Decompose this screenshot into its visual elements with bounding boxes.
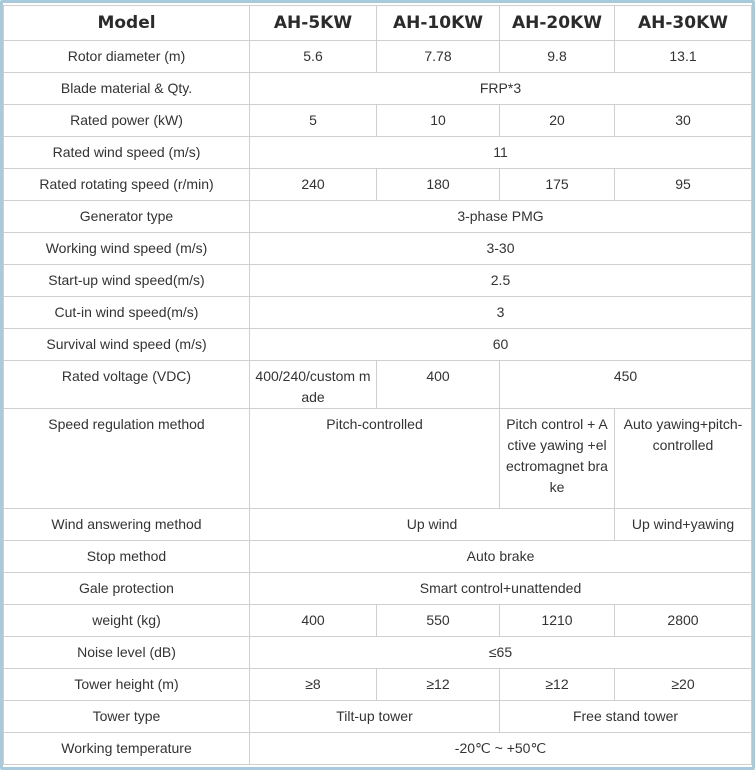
cell-value: 240: [250, 169, 377, 201]
row-label: Tower type: [4, 701, 250, 733]
cell-value: Pitch control + Active yawing +electromagnet brake: [500, 409, 615, 509]
row-label: Rated voltage (VDC): [4, 361, 250, 409]
row-label: Rated power (kW): [4, 105, 250, 137]
cell-value: 60: [250, 329, 752, 361]
row-label: Blade material & Qty.: [4, 73, 250, 105]
cell-value: Auto brake: [250, 541, 752, 573]
cell-value: 180: [377, 169, 500, 201]
table-row: [4, 669, 752, 701]
cell-value: 400: [377, 361, 500, 409]
table-row: [4, 233, 752, 265]
cell-value: 13.1: [615, 41, 752, 73]
table-row: [4, 409, 752, 509]
cell-value: 1210: [500, 605, 615, 637]
table-row: [4, 41, 752, 73]
cell-value: 7.78: [377, 41, 500, 73]
cell-value: 5.6: [250, 41, 377, 73]
row-label: Noise level (dB): [4, 637, 250, 669]
table-row: [4, 265, 752, 297]
table-row: [4, 361, 752, 409]
row-label: Wind answering method: [4, 509, 250, 541]
header-row: [4, 6, 752, 41]
cell-value: 450: [500, 361, 752, 409]
cell-value: Smart control+unattended: [250, 573, 752, 605]
cell-value: -20℃ ~ +50℃: [250, 733, 752, 765]
cell-value: Tilt-up tower: [250, 701, 500, 733]
header-col-ah-20kw: AH-20KW: [500, 6, 615, 41]
table-row: [4, 701, 752, 733]
row-label: Tower height (m): [4, 669, 250, 701]
cell-value: ≥12: [500, 669, 615, 701]
cell-value: Up wind: [250, 509, 615, 541]
row-label: Speed regulation method: [4, 409, 250, 509]
header-model: Model: [4, 6, 250, 41]
row-label: Survival wind speed (m/s): [4, 329, 250, 361]
row-label: Rated rotating speed (r/min): [4, 169, 250, 201]
table-row: [4, 137, 752, 169]
cell-value: 3: [250, 297, 752, 329]
cell-value: Free stand tower: [500, 701, 752, 733]
cell-value: 10: [377, 105, 500, 137]
row-label: Cut-in wind speed(m/s): [4, 297, 250, 329]
cell-value: 175: [500, 169, 615, 201]
cell-value: 2.5: [250, 265, 752, 297]
cell-value: Pitch-controlled: [250, 409, 500, 509]
table-row: [4, 541, 752, 573]
cell-value: ≥8: [250, 669, 377, 701]
header-col-ah-30kw: AH-30KW: [615, 6, 752, 41]
cell-value: ≥12: [377, 669, 500, 701]
row-label: Stop method: [4, 541, 250, 573]
cell-value: 400: [250, 605, 377, 637]
cell-value: 9.8: [500, 41, 615, 73]
cell-value: Up wind+yawing: [615, 509, 752, 541]
table-row: [4, 201, 752, 233]
cell-value: ≤65: [250, 637, 752, 669]
table-row: [4, 329, 752, 361]
table-row: [4, 105, 752, 137]
row-label: Rotor diameter (m): [4, 41, 250, 73]
row-label: Working temperature: [4, 733, 250, 765]
table-row: [4, 297, 752, 329]
table-row: [4, 169, 752, 201]
row-label: weight (kg): [4, 605, 250, 637]
table-row: [4, 605, 752, 637]
header-col-ah-5kw: AH-5KW: [250, 6, 377, 41]
header-col-ah-10kw: AH-10KW: [377, 6, 500, 41]
table-row: [4, 637, 752, 669]
cell-value: 95: [615, 169, 752, 201]
cell-value: 550: [377, 605, 500, 637]
table-row: [4, 73, 752, 105]
table-row: [4, 509, 752, 541]
cell-value: 20: [500, 105, 615, 137]
row-label: Gale protection: [4, 573, 250, 605]
cell-value: ≥20: [615, 669, 752, 701]
cell-value: 11: [250, 137, 752, 169]
table-row: [4, 573, 752, 605]
cell-value: 30: [615, 105, 752, 137]
row-label: Rated wind speed (m/s): [4, 137, 250, 169]
cell-value: 3-30: [250, 233, 752, 265]
table-row: [4, 733, 752, 765]
cell-value: 5: [250, 105, 377, 137]
row-label: Working wind speed (m/s): [4, 233, 250, 265]
cell-value: Auto yawing+pitch-controlled: [615, 409, 752, 509]
row-label: Generator type: [4, 201, 250, 233]
cell-value: 400/240/custom made: [250, 361, 377, 409]
cell-value: 3-phase PMG: [250, 201, 752, 233]
row-label: Start-up wind speed(m/s): [4, 265, 250, 297]
spec-table: [3, 5, 752, 765]
cell-value: FRP*3: [250, 73, 752, 105]
cell-value: 2800: [615, 605, 752, 637]
